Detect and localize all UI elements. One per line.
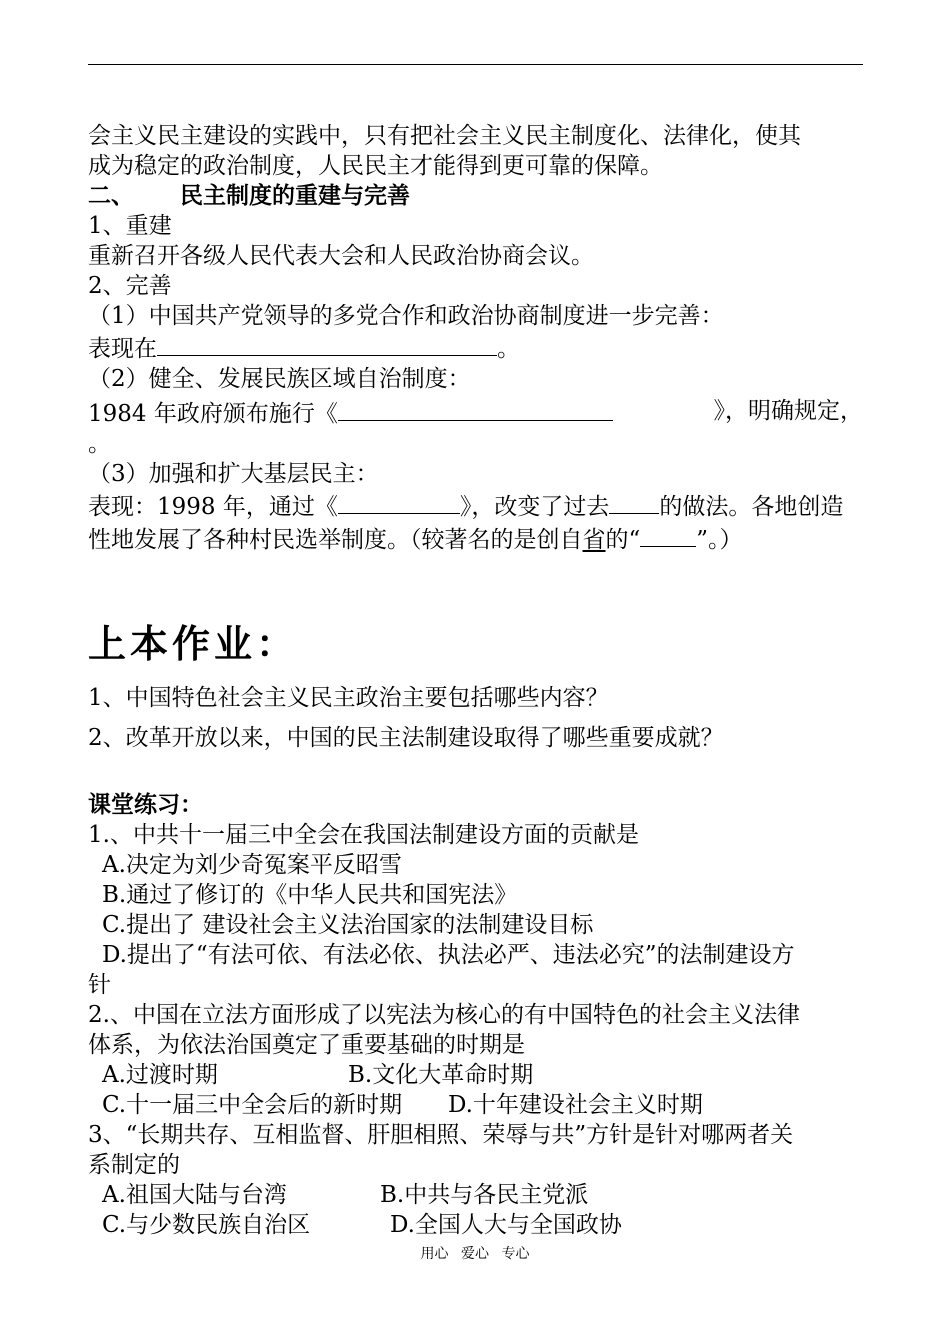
fill-blank: [609, 489, 659, 514]
fill-blank: [157, 331, 497, 356]
practice-question: 体系，为依法治国奠定了重要基础的时期是: [88, 1032, 525, 1058]
practice-title: 课堂练习：: [88, 791, 203, 818]
homework-question: 1、中国特色社会主义民主政治主要包括哪些内容？: [88, 685, 609, 711]
practice-question: 系制定的: [88, 1152, 180, 1178]
option: A.过渡时期: [102, 1062, 218, 1088]
item-1: （1）中国共产党领导的多党合作和政治协商制度进一步完善：: [88, 303, 724, 329]
header-rule: [88, 64, 863, 65]
item-2-blank-line: 1984 年政府颁布施行《 》，明确规定，: [88, 398, 863, 427]
option: B.通过了修订的《中华人民共和国宪法》: [102, 882, 518, 908]
option: A.祖国大陆与台湾: [102, 1182, 287, 1208]
fill-blank: [338, 489, 460, 514]
homework-title: 上本作业：: [88, 622, 299, 666]
fill-blank: [640, 522, 696, 547]
option: C.提出了 建设社会主义法治国家的法制建设目标: [102, 912, 594, 938]
option: C.与少数民族自治区: [102, 1212, 311, 1238]
section-number: 二、: [88, 182, 134, 209]
subheading-improve: 2、完善: [88, 273, 172, 299]
rebuild-text: 重新召开各级人民代表大会和人民政治协商会议。: [88, 243, 594, 269]
option: A.决定为刘少奇冤案平反昭雪: [102, 852, 402, 878]
item-1-blank-line: 表现在 。: [88, 331, 863, 364]
fill-blank: [338, 396, 613, 421]
option: B.中共与各民主党派: [380, 1182, 589, 1208]
option-row: [88, 1060, 863, 1090]
practice-question: 3、“长期共存、互相监督、肝胆相照、荣辱与共”方针是针对哪两者关: [88, 1122, 794, 1148]
subheading-rebuild: 1、重建: [88, 213, 172, 239]
section-heading: [88, 181, 863, 211]
option: D.十年建设社会主义时期: [448, 1092, 703, 1118]
item-3: （3）加强和扩大基层民主：: [88, 461, 379, 487]
option-row: [88, 1090, 863, 1120]
option-row: [88, 1180, 863, 1210]
section-title: 民主制度的重建与完善: [180, 182, 410, 209]
practice-question: 2.、中国在立法方面形成了以宪法为核心的有中国特色的社会主义法律: [88, 1002, 800, 1028]
item-3-text: 表现：1998 年，通过《 》，改变了过去 的做法。各地创造: [88, 489, 863, 522]
option-row: [88, 1210, 863, 1240]
option: D.全国人大与全国政协: [390, 1212, 622, 1238]
page-footer: 用心 爱心 专心: [420, 1246, 530, 1262]
option: C.十一届三中全会后的新时期: [102, 1092, 403, 1118]
practice-question: 1.、中共十一届三中全会在我国法制建设方面的贡献是: [88, 822, 639, 848]
paragraph-line: 会主义民主建设的实践中，只有把社会主义民主制度化、法律化，使其: [88, 123, 801, 149]
option: B.文化大革命时期: [348, 1062, 534, 1088]
homework-question: 2、改革开放以来，中国的民主法制建设取得了哪些重要成就？: [88, 725, 724, 751]
option-continued: 针: [88, 972, 111, 998]
option: D.提出了“有法可依、有法必依、执法必严、违法必究”的法制建设方: [102, 942, 795, 968]
document-body: [88, 121, 863, 1240]
item-3-text: 性地发展了各种村民选举制度。（较著名的是创自省的“ ”。）: [88, 522, 863, 555]
paragraph-line: 成为稳定的政治制度，人民民主才能得到更可靠的保障。: [88, 153, 663, 179]
item-2: （2）健全、发展民族区域自治制度：: [88, 366, 471, 392]
item-2-end: 。: [88, 431, 111, 457]
